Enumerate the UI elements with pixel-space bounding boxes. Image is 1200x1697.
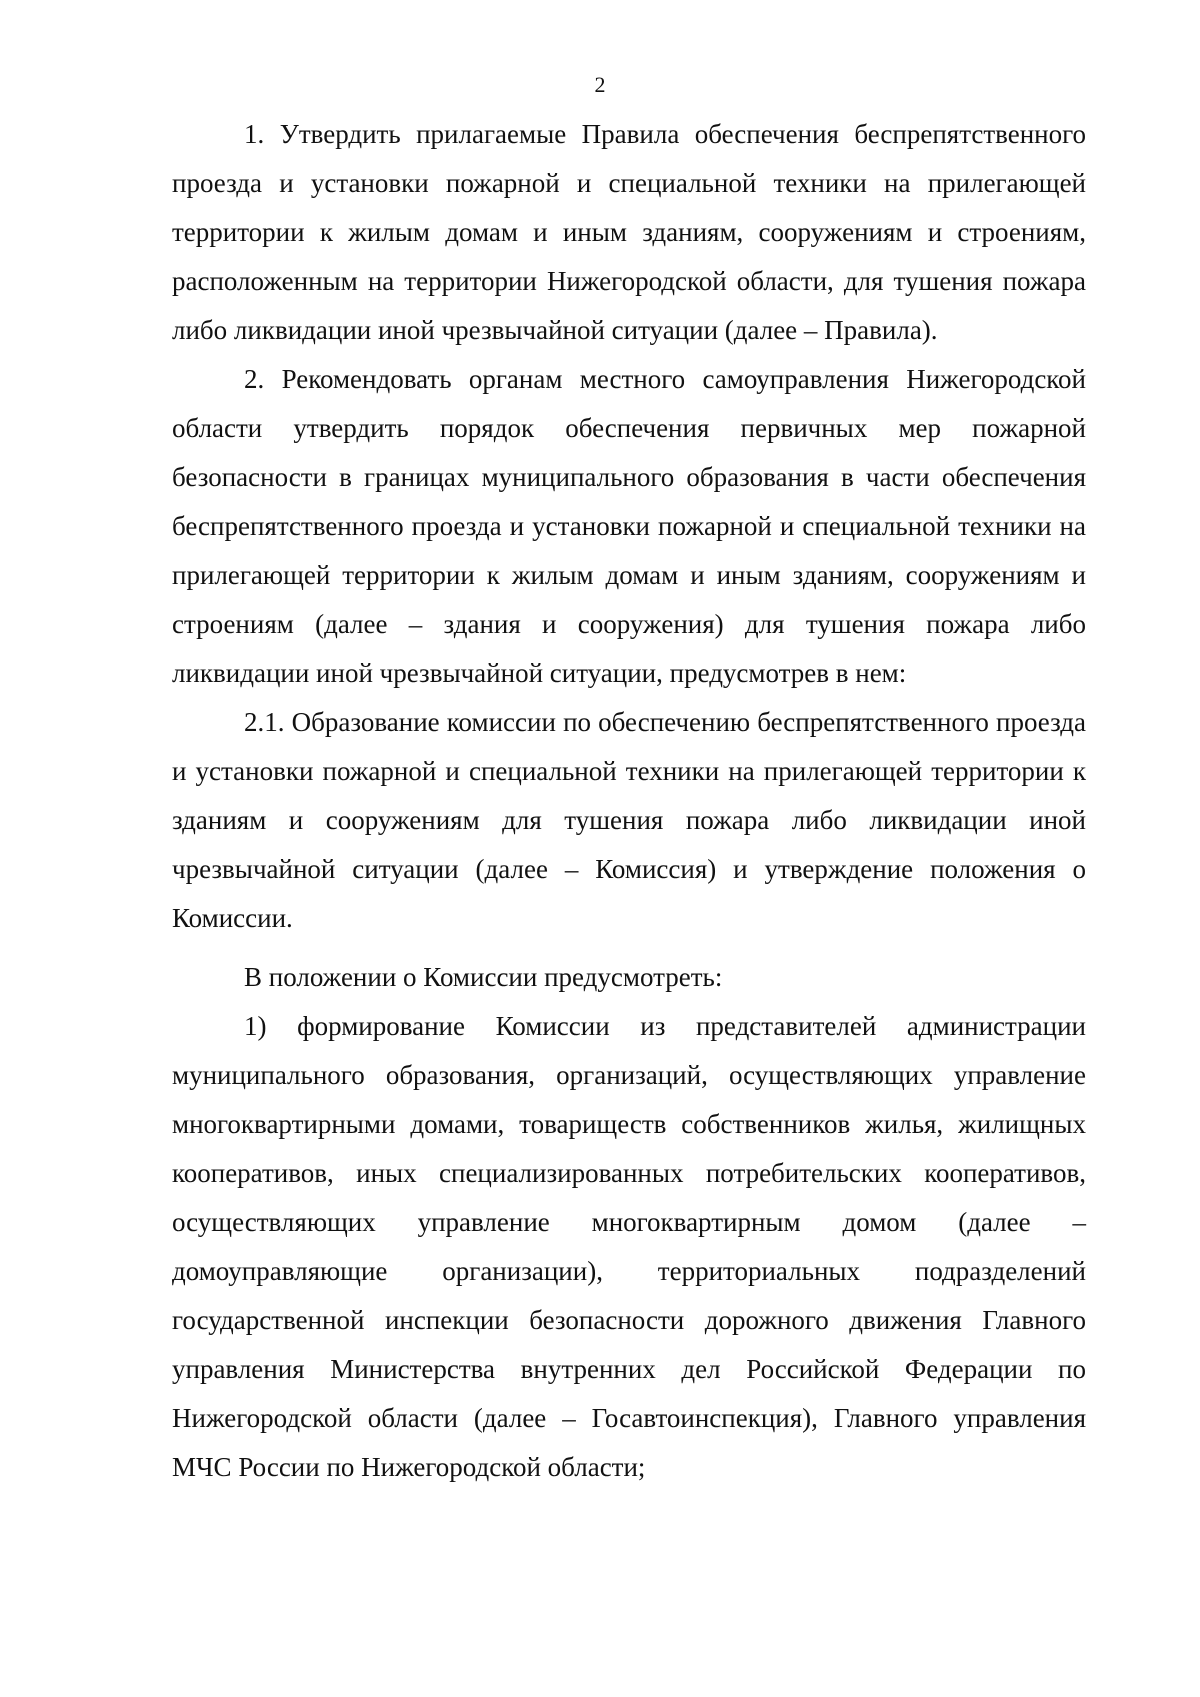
paragraph-commission-composition: 1) формирование Комиссии из представителей администрации муниципального образования, организаций, осуществляющих управление многоквартирными домами, товариществ собственников жилья, жилищных кооперативов, иных специализированных потребительских кооперативов, осуществляющих управление многоквартирным домом (далее – домоуправляющие организации), территориальных подразделений государственной инспекции безопасности дорожного движения Главного управления Министерства внутренних дел Российской Федерации по Нижегородской области (далее – Госавтоинспекция), Главного управления МЧС России по Нижегородской области;: [172, 1011, 1086, 1482]
page-number: 2: [594, 72, 606, 97]
paragraph-approve-rules: 1. Утвердить прилагаемые Правила обеспечения беспрепятственного проезда и установки пожарной и специальной техники на прилегающей территории к жилым домам и иным зданиям, сооружениям и строениям, расположенным на территории Нижегородской области, для тушения пожара либо ликвидации иной чрезвычайной ситуации (далее – Правила).: [172, 119, 1086, 345]
document-body: [172, 110, 1086, 1492]
paragraph-commission-regulation-intro: В положении о Комиссии предусмотреть:: [244, 962, 723, 992]
paragraph-recommend-municipalities: 2. Рекомендовать органам местного самоуправления Нижегородской области утвердить порядок обеспечения первичных мер пожарной безопасности в границах муниципального образования в части обеспечения беспрепятственного проезда и установки пожарной и специальной техники на прилегающей территории к жилым домам и иным зданиям, сооружениям и строениям (далее – здания и сооружения) для тушения пожара либо ликвидации иной чрезвычайной ситуации, предусмотрев в нем:: [172, 364, 1086, 688]
paragraph-commission-formation: 2.1. Образование комиссии по обеспечению беспрепятственного проезда и установки пожарной и специальной техники на прилегающей территории к зданиям и сооружениям для тушения пожара либо ликвидации иной чрезвычайной ситуации (далее – Комиссия) и утверждение положения о Комиссии.: [172, 707, 1086, 933]
